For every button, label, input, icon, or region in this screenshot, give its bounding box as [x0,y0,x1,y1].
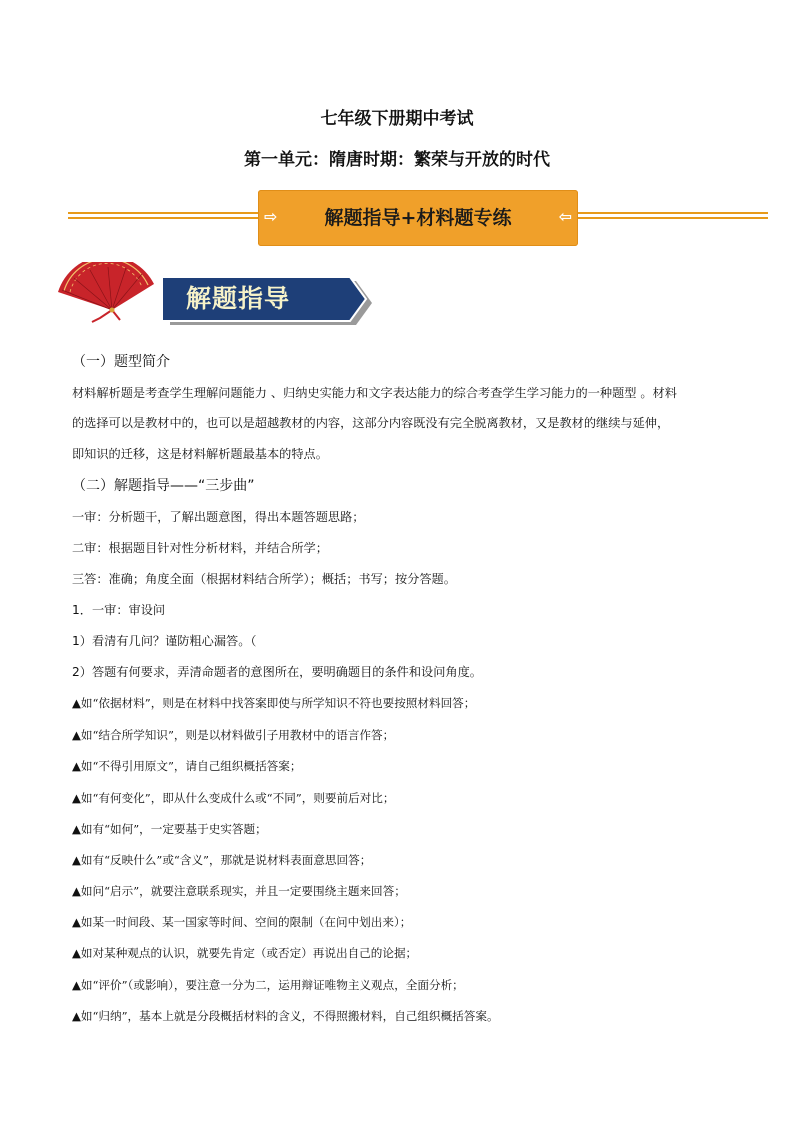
bullet-item: ▲如某一时间段、某一国家等时间、空间的限制（在问中划出来）； [72,915,412,929]
bullet-item: ▲如“依据材料”，则是在材料中找答案即使与所学知识不符也要按照材料回答； [72,696,476,710]
bullet-item: ▲如“不得引用原文”，请自己组织概括答案； [72,759,302,773]
bullet-item: ▲如有“如何”，一定要基于史实答题； [72,822,267,836]
bullet-item: ▲如“评价”（或影响），要注意一分为二，运用辩证唯物主义观点，全面分析； [72,978,464,992]
topic-banner-label: 解题指导+材料题专练 [324,207,512,229]
bullet-item: ▲如对某种观点的认识，就要先肯定（或否定）再说出自己的论据； [72,946,418,960]
chevron-right-icon: ⇨ [264,207,278,226]
step-line: 一审：分析题干，了解出题意图，得出本题答题思路； [72,510,365,524]
numbered-heading: 1．一审：审设问 [72,603,166,617]
paragraph-line: 即知识的迁移，这是材料解析题最基本的特点。 [72,447,328,461]
page-subtitle: 第一单元：隋唐时期：繁荣与开放的时代 [244,150,550,170]
numbered-item: 2）答题有何要求，弄清命题者的意图所在，要明确题目的条件和设问角度。 [72,665,482,679]
decorative-rule-left [68,212,258,219]
topic-banner [258,190,578,246]
step-line: 二审：根据题目针对性分析材料，并结合所学； [72,541,328,555]
section-title: 解题指导 [186,284,291,313]
heading-intro: （一）题型简介 [72,354,170,370]
heading-guide: （二）解题指导——“三步曲” [72,478,255,494]
bullet-item: ▲如“结合所学知识”，则是以材料做引子用教材中的语言作答； [72,728,395,742]
step-line: 三答：准确；角度全面（根据材料结合所学）；概括；书写；按分答题。 [72,572,456,586]
bullet-item: ▲如问“启示”，就要注意联系现实，并且一定要围绕主题来回答； [72,884,406,898]
paragraph-line: 材料解析题是考查学生理解问题能力 、归纳史实能力和文字表达能力的综合考查学生学习能力的一种题型 。材料 [72,386,677,400]
numbered-item: 1）看清有几问？谨防粗心漏答。（ [72,634,257,648]
folding-fan-icon [50,262,160,324]
chevron-left-icon: ⇦ [558,207,572,226]
decorative-rule-right [578,212,768,219]
paragraph-line: 的选择可以是教材中的，也可以是超越教材的内容，这部分内容既没有完全脱离教材，又是教材的继续与延伸， [72,416,670,430]
bullet-item: ▲如“有何变化”，即从什么变成什么或“不同”，则要前后对比； [72,791,395,805]
page-title: 七年级下册期中考试 [320,109,474,129]
bullet-item: ▲如有“反映什么”或“含义”，那就是说材料表面意思回答； [72,853,372,867]
bullet-item: ▲如“归纳”，基本上就是分段概括材料的含义，不得照搬材料，自己组织概括答案。 [72,1009,499,1023]
